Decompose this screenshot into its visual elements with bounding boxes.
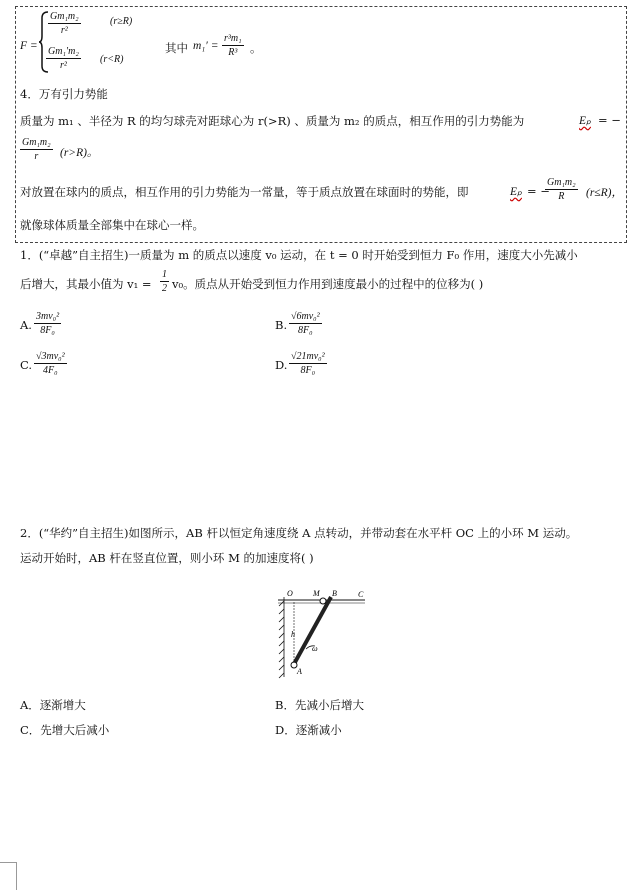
q1-optC-den: 4F₀	[43, 365, 58, 376]
q2-line2: 运动开始时，AB 杆在竖直位置，则小环 M 的加速度将( )	[20, 551, 314, 565]
para1-frac	[20, 136, 53, 163]
label-c: C	[358, 590, 364, 599]
para2-tail: (r≤R)，	[586, 187, 623, 199]
para3-text: 就像球体质量全部集中在球心一样。	[20, 218, 204, 232]
q1-optB-label[interactable]: B.	[275, 318, 288, 332]
q1-optD-frac	[289, 350, 327, 377]
q1-optA-den: 8F₀	[40, 325, 55, 336]
q1-optB-num: √6mv₀²	[291, 311, 320, 322]
para1-num: Gm₁m₂	[22, 137, 51, 148]
para2-ep: Eₚ	[510, 186, 522, 198]
para2-den: R	[558, 191, 565, 202]
para1-eq: = −	[598, 113, 621, 127]
force-lhs: F =	[20, 40, 38, 52]
case1-den: r²	[60, 25, 68, 36]
case2-frac	[46, 45, 81, 72]
q1-optD-den: 8F₀	[300, 365, 316, 376]
q1-line2a: 后增大，其最小值为 v₁ =	[20, 277, 152, 291]
q1-half-den: 2	[162, 283, 167, 294]
para1-tail: (r>R)。	[60, 147, 99, 159]
para1-text: 质量为 m₁ 、半径为 R 的均匀球壳对距球心为 r(>R) 、质量为 m₂ 的质点，相互作用的引力势能为	[20, 114, 525, 128]
where-label: 其中	[165, 41, 188, 55]
q1-optC-label[interactable]: C.	[20, 358, 33, 372]
label-h: h	[291, 630, 295, 639]
case2-den: r²	[59, 60, 67, 71]
q1-half-frac	[160, 268, 169, 295]
q2-optC[interactable]: C．先增大后减小	[20, 723, 110, 737]
q1-optB-frac	[289, 310, 322, 337]
rotating-rod-figure	[270, 585, 370, 685]
where-lhs: m₁′ =	[193, 40, 219, 52]
q1-optC-num: √3mv₀²	[36, 351, 65, 362]
case1-num: Gm₁m₂	[50, 11, 79, 22]
case1-cond: (r≥R)	[110, 16, 133, 27]
para1-ep: Eₚ	[579, 115, 591, 127]
q1-optB-den: 8F₀	[298, 325, 313, 336]
para2-eq: = −	[527, 184, 550, 198]
q1-optC-frac	[34, 350, 67, 377]
q1-half-num: 1	[162, 269, 167, 280]
page-corner-mark	[0, 862, 17, 890]
q1-line1: 1．(“卓越”自主招生)一质量为 m 的质点以速度 v₀ 运动，在 t = 0 时开始受到恒力 F₀ 作用，速度大小先减小	[20, 248, 578, 262]
where-end: 。	[250, 41, 262, 55]
where-num: r³m₁	[224, 33, 242, 44]
wall-hatch	[279, 597, 284, 678]
q1-optA-num: 3mv₀²	[36, 311, 60, 322]
q2-optD[interactable]: D．逐渐减小	[275, 723, 342, 737]
q2-line1: 2．(“华约”自主招生)如图所示，AB 杆以恒定角速度绕 A 点转动，并带动套在水平杆 OC 上的小环 M 运动。	[20, 526, 578, 540]
q1-line2b: v₀。质点从开始受到恒力作用到速度最小的过程中的位移为( )	[172, 277, 484, 291]
para2-frac	[545, 176, 578, 203]
label-a: A	[297, 667, 302, 676]
q2-optA[interactable]: A．逐渐增大	[20, 698, 86, 712]
rod-ab	[294, 597, 331, 664]
case2-cond: (r<R)	[100, 54, 124, 65]
q1-optA-frac	[34, 310, 61, 337]
case1-frac	[48, 10, 81, 37]
q1-optD-num: √21mv₀²	[291, 351, 325, 362]
q1-optD-label[interactable]: D.	[275, 358, 288, 372]
case2-num: Gm₁′m₂	[48, 46, 79, 57]
label-omega: ω	[312, 644, 318, 653]
where-frac	[222, 32, 244, 59]
section-heading: 4．万有引力势能	[20, 87, 108, 101]
para1-den: r	[34, 151, 39, 162]
para2-text: 对放置在球内的质点，相互作用的引力势能为一常量，等于质点放置在球面时的势能，即	[20, 185, 469, 199]
label-o: O	[287, 589, 293, 598]
para2-num: Gm₁m₂	[547, 177, 576, 188]
q2-optB[interactable]: B．先减小后增大	[275, 698, 364, 712]
label-m: M	[313, 589, 320, 598]
q1-optA-label[interactable]: A.	[20, 318, 32, 332]
label-b: B	[332, 589, 337, 598]
where-den: R³	[228, 47, 238, 58]
ring-m	[320, 598, 326, 604]
